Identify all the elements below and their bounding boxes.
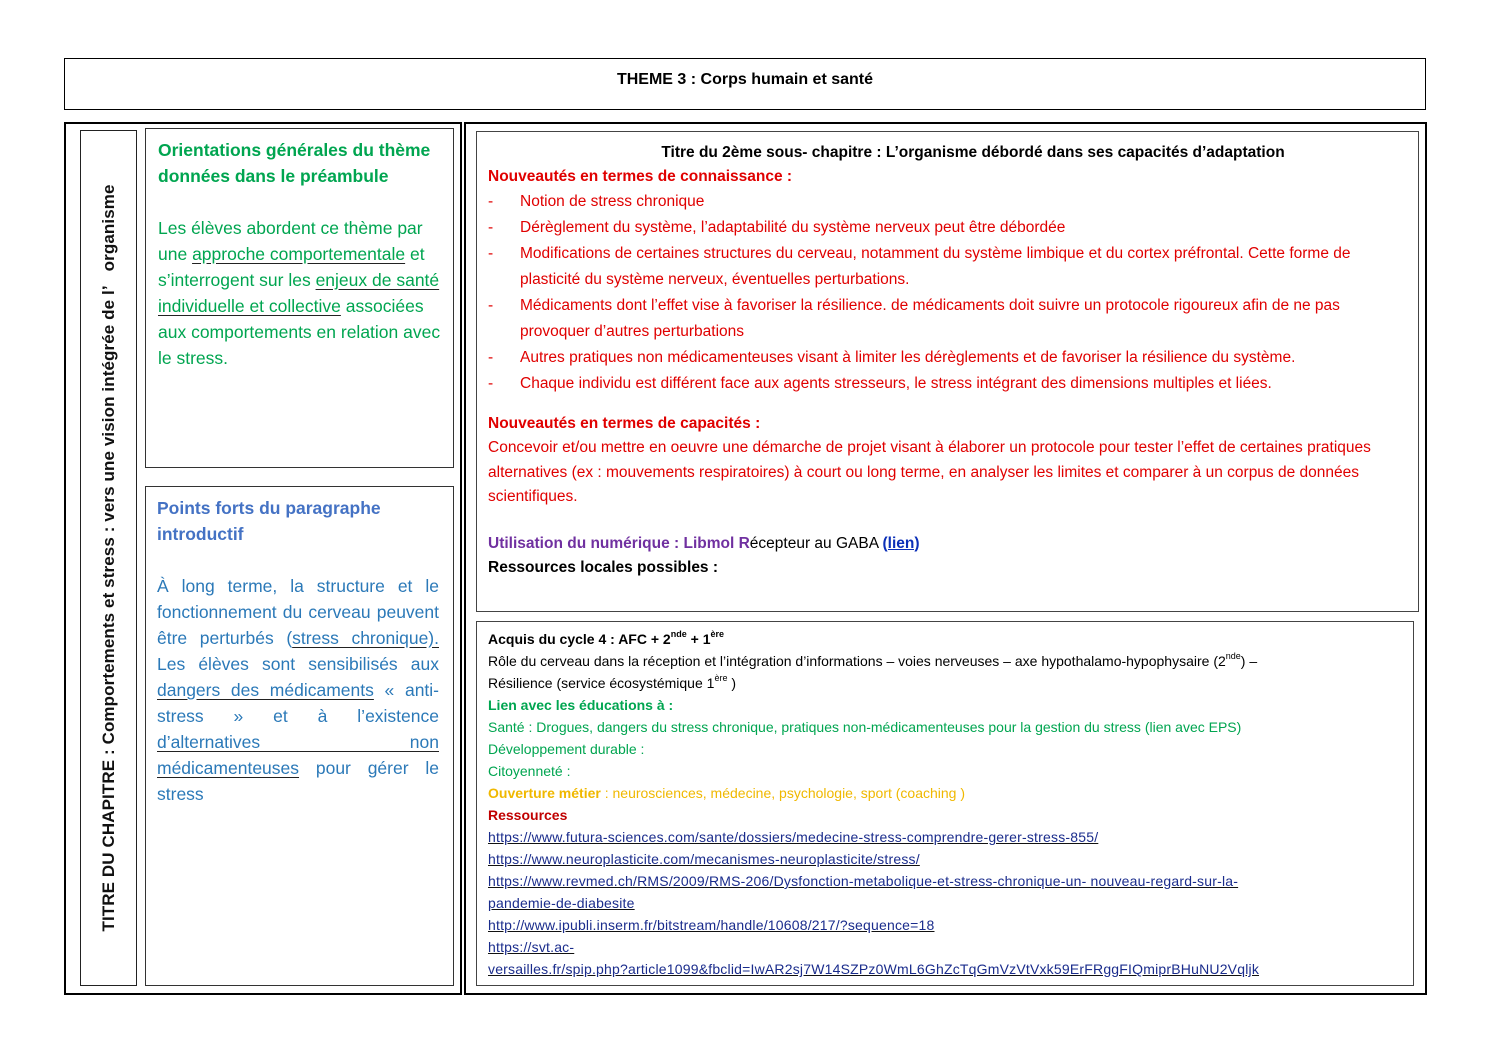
metier-text: : neurosciences, médecine, psychologie, sport (coaching ) <box>600 785 966 801</box>
list-item <box>488 241 1408 293</box>
connaissance-heading: Nouveautés en termes de connaissance : <box>488 168 793 185</box>
orientations-body <box>158 215 441 371</box>
orientations-box <box>145 128 454 468</box>
list-item <box>488 215 1408 241</box>
list-item <box>488 345 1408 371</box>
orientations-underlined: approche comportementale <box>192 244 406 264</box>
acquis-text: Résilience (service écosystémique 1 <box>488 675 715 691</box>
ressources-links <box>488 826 1403 980</box>
dash-bullet-icon: - <box>488 297 494 314</box>
acquis-text: ) <box>727 675 737 691</box>
acquis-text: ) – <box>1240 653 1258 669</box>
points-forts-text: pour gérer le stress <box>157 758 439 804</box>
acquis-title <box>488 628 1403 650</box>
superscript: nde <box>1225 651 1241 662</box>
numerique-label: Utilisation du numérique : Libmol R <box>488 534 750 552</box>
acquis-title-text: + 1 <box>686 631 711 647</box>
points-forts-text: Les élèves sont sensibilisés aux <box>157 654 439 674</box>
dash-bullet-icon: - <box>488 349 494 366</box>
points-forts-underlined: dangers des médicaments <box>157 680 374 700</box>
list-item-text: Autres pratiques non médicamenteuses visant à limiter les dérèglements et de favoriser la résilience du système. <box>520 349 1296 366</box>
list-item <box>488 371 1408 397</box>
list-item-text: Médicaments dont l’effet vise à favoriser la résilience. de médicaments doit suivre un protocole rigoureux afin de ne pas provoquer d’autres perturbations <box>520 297 1340 340</box>
superscript: ère <box>714 673 728 684</box>
spacer <box>488 510 1408 532</box>
education-sante: Santé : Drogues, dangers du stress chronique, pratiques non-médicamenteuses pour la gestion du stress (lien avec EPS) <box>488 719 1242 735</box>
acquis-box <box>476 621 1414 986</box>
orientations-underlined: enjeux de santé individuelle et collective <box>158 270 440 316</box>
education-developpement-durable: Développement durable : <box>488 741 645 757</box>
theme-header <box>64 58 1426 110</box>
points-forts-box <box>145 486 454 986</box>
capacites-text: Concevoir et/ou mettre en oeuvre une démarche de projet visant à élaborer un protocole pour tester l’effet de certaines pratiques alternatives (ex : mouvements respiratoires) à court ou long terme, en analyser les limites et comparer à un corpus de données scientifiques. <box>488 439 1371 505</box>
dash-bullet-icon: - <box>488 375 494 392</box>
superscript: nde <box>670 629 687 640</box>
connaissance-list <box>488 189 1408 397</box>
acquis-line-2 <box>488 672 1403 694</box>
orientations-text: associées aux comportements en relation avec le stress. <box>158 296 441 368</box>
ressources-locales: Ressources locales possibles : <box>488 558 719 576</box>
numerique-line <box>488 532 1408 556</box>
resource-link-revmed[interactable]: https://www.revmed.ch/RMS/2009/RMS-206/Dysfonction-metabolique-et-stress-chronique-un- nouveau-regard-sur-la- <box>488 873 1239 889</box>
education-citoyennete: Citoyenneté : <box>488 763 571 779</box>
dash-bullet-icon: - <box>488 193 494 210</box>
resource-link-inserm[interactable]: http://www.ipubli.inserm.fr/bitstream/handle/10608/217/?sequence=18 <box>488 917 935 933</box>
acquis-title-text: Acquis du cycle 4 : AFC + 2 <box>488 631 671 647</box>
educations-heading: Lien avec les éducations à : <box>488 697 674 713</box>
chapter-title-box <box>80 130 137 986</box>
points-forts-text: À long terme, la structure et le fonctionnement du cerveau peuvent être perturbés ( <box>157 576 439 648</box>
orientations-text: et s’interrogent sur les <box>158 244 425 290</box>
orientations-heading: Orientations générales du thème données dans le préambule <box>158 140 431 186</box>
points-forts-text: « anti-stress » et à l’existence <box>157 680 439 726</box>
points-forts-heading: Points forts du paragraphe introductif <box>157 498 381 544</box>
subchapter-box <box>476 131 1419 612</box>
chapter-title-part1: TITRE DU CHAPITRE : Comportements et stress : vers une vision intégrée de l’ <box>98 285 118 932</box>
list-item <box>488 293 1408 345</box>
chapter-title <box>99 184 119 931</box>
list-item-text: Chaque individu est différent face aux agents stresseurs, le stress intégrant des dimensions multiples et liées. <box>520 375 1272 392</box>
ouverture-metier <box>488 782 1403 804</box>
capacites-heading: Nouveautés en termes de capacités : <box>488 415 761 432</box>
chapter-title-part2: organisme <box>98 184 118 272</box>
resource-link-neuroplasticite[interactable]: https://www.neuroplasticite.com/mecanismes-neuroplasticite/stress/ <box>488 851 920 867</box>
theme-title: THEME 3 : Corps humain et santé <box>616 71 874 88</box>
orientations-text: Les élèves abordent ce thème par une <box>158 218 423 264</box>
subchapter-title: Titre du 2ème sous- chapitre : L’organisme débordé dans ses capacités d’adaptation <box>661 144 1285 161</box>
acquis-line-1 <box>488 650 1403 672</box>
metier-label: Ouverture métier <box>488 785 601 801</box>
acquis-text: Rôle du cerveau dans la réception et l’intégration d’informations – voies nerveuses – axe hypothalamo-hypophysaire (2 <box>488 653 1226 669</box>
resource-link-svt-cont[interactable]: versailles.fr/spip.php?article1099&fbclid=IwAR2sj7W14SZPz0WmL6GhZcTqGmVzVtVxk59ErFRggFIQmiprBHuNU2Vqljk <box>488 961 1260 977</box>
resource-link-futura[interactable]: https://www.futura-sciences.com/sante/dossiers/medecine-stress-comprendre-gerer-stress-855/ <box>488 829 1099 845</box>
list-item <box>488 189 1408 215</box>
dash-bullet-icon: - <box>488 245 494 262</box>
spacer <box>488 397 1408 411</box>
points-forts-underlined: d’alternatives non médicamenteuses <box>157 732 439 778</box>
ressources-heading: Ressources <box>488 807 568 823</box>
points-forts-underlined: stress chronique). <box>292 628 439 648</box>
dash-bullet-icon: - <box>488 219 494 236</box>
list-item-text: Notion de stress chronique <box>520 193 705 210</box>
superscript: ère <box>710 629 724 640</box>
numerique-link[interactable]: (lien) <box>882 534 920 552</box>
resource-link-revmed-cont[interactable]: pandemie-de-diabesite <box>488 895 635 911</box>
list-item-text: Modifications de certaines structures du cerveau, notamment du système limbique et du cortex préfrontal. Cette forme de plasticité du système nerveux, éventuelles perturbations. <box>520 245 1351 288</box>
resource-link-svt[interactable]: https://svt.ac- <box>488 939 575 955</box>
points-forts-body <box>157 573 439 807</box>
numerique-text: écepteur au GABA <box>749 534 883 552</box>
list-item-text: Dérèglement du système, l’adaptabilité du système nerveux peut être débordée <box>520 219 1066 236</box>
